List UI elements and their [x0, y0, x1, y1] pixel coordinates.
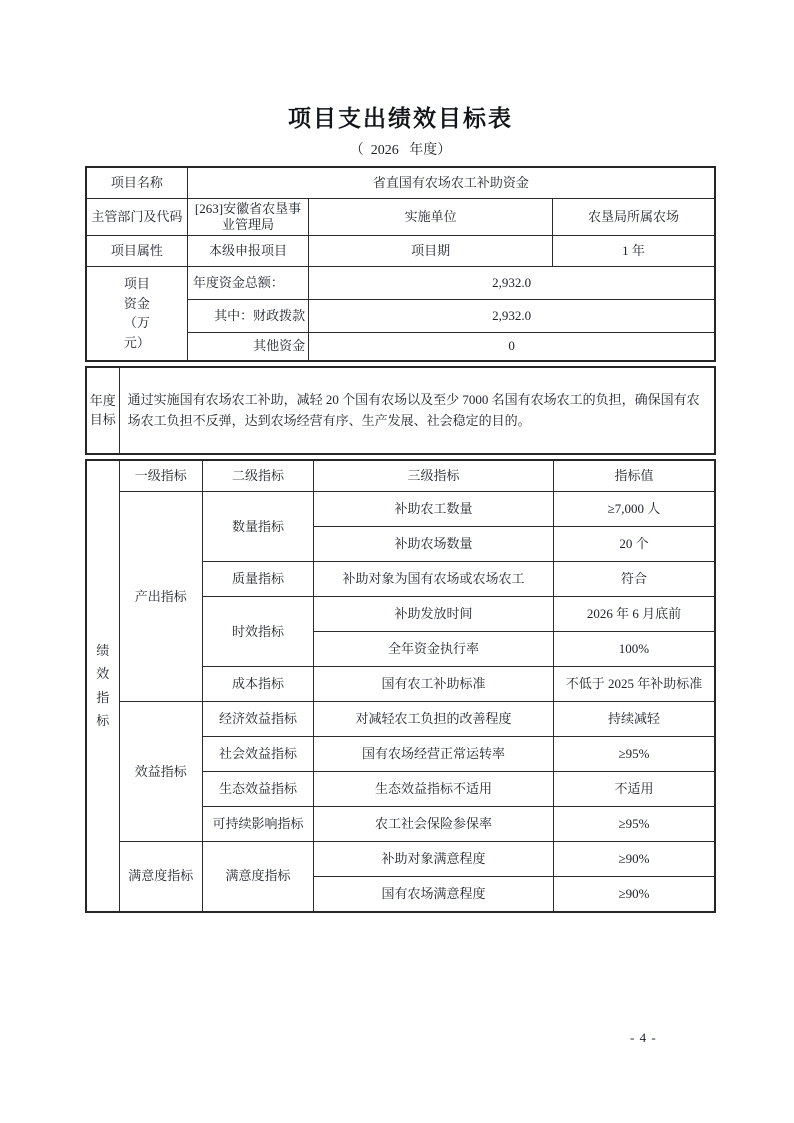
table-row — [86, 492, 715, 527]
l3-cell: 补助发放时间 — [314, 597, 554, 632]
value-cell: 持续减轻 — [553, 702, 715, 737]
l1-output: 产出指标 — [119, 492, 202, 702]
l3-cell: 国有农场满意程度 — [314, 877, 554, 912]
annual-goal-table — [85, 366, 716, 455]
project-name-value: 省直国有农场农工补助资金 — [187, 167, 715, 198]
period-value: 1 年 — [552, 236, 715, 267]
indicators-table — [85, 459, 716, 913]
l2-economic: 经济效益指标 — [202, 702, 313, 737]
fund-total-label: 年度资金总额： — [187, 267, 308, 300]
value-cell: ≥7,000 人 — [553, 492, 715, 527]
header-level1: 一级指标 — [119, 460, 202, 492]
project-info-table — [85, 166, 716, 362]
value-cell: ≥90% — [553, 877, 715, 912]
indicators-side-label: 绩效指标 — [86, 460, 119, 912]
page-title: 项目支出绩效目标表 — [288, 106, 513, 131]
header-value: 指标值 — [553, 460, 715, 492]
dept-value: [263]安徽省农垦事业管理局 — [187, 198, 308, 236]
value-cell: ≥90% — [553, 842, 715, 877]
period-label: 项目期 — [309, 236, 553, 267]
attr-label: 项目属性 — [86, 236, 187, 267]
dept-label: 主管部门及代码 — [86, 198, 187, 236]
value-cell: 20 个 — [553, 527, 715, 562]
table-row — [86, 702, 715, 737]
l2-quantity: 数量指标 — [202, 492, 313, 562]
value-cell: 100% — [553, 632, 715, 667]
value-cell: 不低于 2025 年补助标准 — [553, 667, 715, 702]
table-row — [86, 842, 715, 877]
fund-label: 项目资金（万元） — [86, 267, 187, 361]
fund-other-label: 其他资金 — [187, 333, 308, 361]
value-cell: ≥95% — [553, 807, 715, 842]
l3-cell: 国有农工补助标准 — [314, 667, 554, 702]
fund-total-value: 2,932.0 — [309, 267, 715, 300]
header-level2: 二级指标 — [202, 460, 313, 492]
l2-ecological: 生态效益指标 — [202, 772, 313, 807]
value-cell: 2026 年 6 月底前 — [553, 597, 715, 632]
fund-fiscal-label: 其中：财政拨款 — [187, 300, 308, 333]
l1-benefit: 效益指标 — [119, 702, 202, 842]
fund-fiscal-value: 2,932.0 — [309, 300, 715, 333]
l1-satisfaction: 满意度指标 — [119, 842, 202, 912]
l3-cell: 补助对象为国有农场或农场农工 — [314, 562, 554, 597]
page-number: - 4 - — [630, 1030, 657, 1045]
l3-cell: 国有农场经营正常运转率 — [314, 737, 554, 772]
attr-value: 本级申报项目 — [187, 236, 308, 267]
value-cell: ≥95% — [553, 737, 715, 772]
header-level3: 三级指标 — [314, 460, 554, 492]
annual-goal-text: 通过实施国有农场农工补助，减轻 20 个国有农场以及至少 7000 名国有农场农工的负担，确保国有农场农工负担不反弹，达到农场经营有序、生产发展、社会稳定的目的。 — [119, 367, 715, 454]
l2-social: 社会效益指标 — [202, 737, 313, 772]
l3-cell: 生态效益指标不适用 — [314, 772, 554, 807]
project-name-label: 项目名称 — [86, 167, 187, 198]
l3-cell: 全年资金执行率 — [314, 632, 554, 667]
impl-unit-value: 农垦局所属农场 — [552, 198, 715, 236]
l2-timeliness: 时效指标 — [202, 597, 313, 667]
fund-other-value: 0 — [309, 333, 715, 361]
l3-cell: 对减轻农工负担的改善程度 — [314, 702, 554, 737]
annual-goal-label: 年度目标 — [86, 367, 119, 454]
value-cell: 符合 — [553, 562, 715, 597]
document-content — [85, 100, 716, 913]
l2-cost: 成本指标 — [202, 667, 313, 702]
l2-quality: 质量指标 — [202, 562, 313, 597]
page-subtitle: （ 2026 年度） — [349, 143, 452, 158]
l3-cell: 补助农工数量 — [314, 492, 554, 527]
l2-sustainable: 可持续影响指标 — [202, 807, 313, 842]
l3-cell: 补助对象满意程度 — [314, 842, 554, 877]
l3-cell: 农工社会保险参保率 — [314, 807, 554, 842]
value-cell: 不适用 — [553, 772, 715, 807]
impl-unit-label: 实施单位 — [309, 198, 553, 236]
l2-satisfaction: 满意度指标 — [202, 842, 313, 912]
l3-cell: 补助农场数量 — [314, 527, 554, 562]
